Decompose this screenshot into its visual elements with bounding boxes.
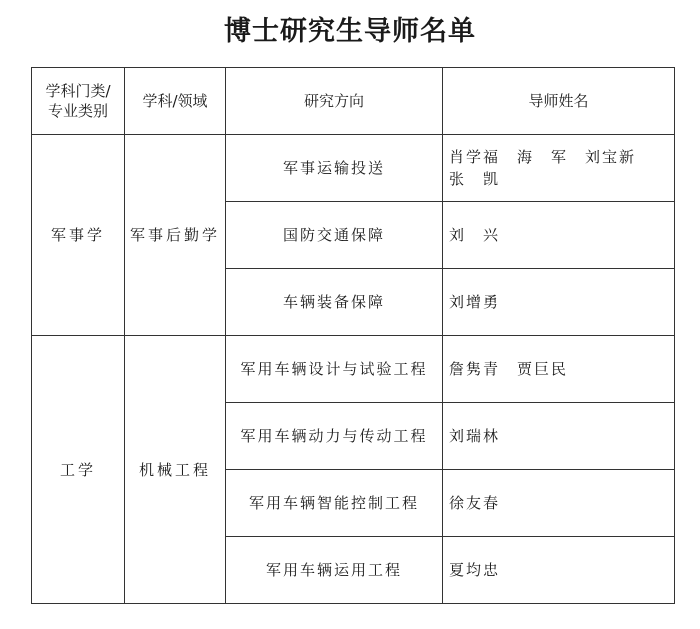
discipline-cell: 军事后勤学: [125, 135, 226, 336]
header-category-line1: 学科门类/: [45, 82, 111, 100]
category-cell: 军事学: [32, 135, 125, 336]
direction-cell: 国防交通保障: [226, 202, 443, 269]
advisor-table: [31, 67, 675, 604]
advisor-names-cell: 徐友春: [443, 470, 675, 537]
table-row: [32, 336, 675, 403]
advisor-names-cell: 刘瑞林: [443, 403, 675, 470]
direction-cell: 军用车辆运用工程: [226, 537, 443, 604]
discipline-cell: 机械工程: [125, 336, 226, 604]
advisor-names-cell: 刘增勇: [443, 269, 675, 336]
header-category-line2: 专业类别: [47, 102, 108, 120]
table-row: [32, 135, 675, 202]
header-discipline: 学科/领域: [125, 68, 226, 135]
header-category: [32, 68, 125, 135]
advisor-names-cell: 肖学福 海 军 刘宝新 张 凯: [443, 135, 675, 202]
advisor-names-cell: 刘 兴: [443, 202, 675, 269]
header-direction: 研究方向: [226, 68, 443, 135]
direction-cell: 军用车辆智能控制工程: [226, 470, 443, 537]
direction-cell: 军用车辆动力与传动工程: [226, 403, 443, 470]
direction-cell: 军事运输投送: [226, 135, 443, 202]
header-advisors: 导师姓名: [443, 68, 675, 135]
direction-cell: 车辆装备保障: [226, 269, 443, 336]
category-cell: 工学: [32, 336, 125, 604]
advisor-names-cell: 詹隽青 贾巨民: [443, 336, 675, 403]
table-header-row: [32, 68, 675, 135]
advisor-names-cell: 夏均忠: [443, 537, 675, 604]
direction-cell: 军用车辆设计与试验工程: [226, 336, 443, 403]
page-title: 博士研究生导师名单: [224, 16, 476, 47]
